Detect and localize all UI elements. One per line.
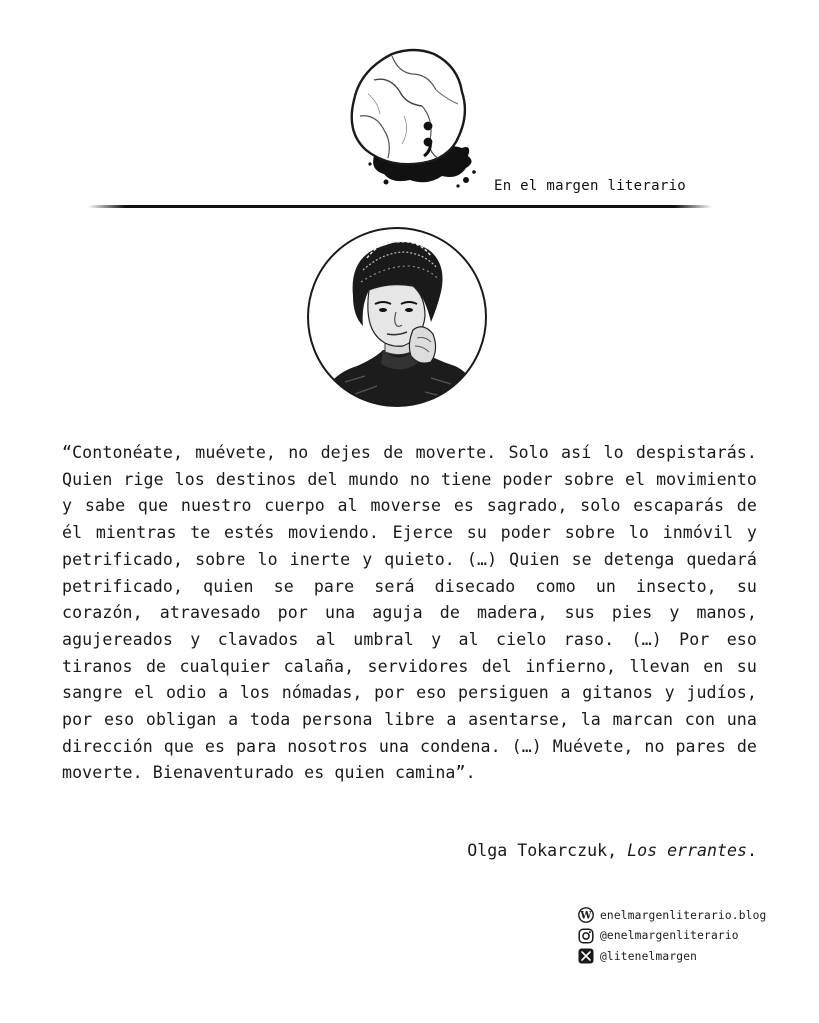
social-links bbox=[578, 905, 766, 967]
brand-name: En el margen literario bbox=[494, 178, 687, 194]
stone-semicolon-icon bbox=[340, 44, 480, 192]
svg-text:W: W bbox=[580, 910, 592, 922]
social-label-instagram: @enelmargenliterario bbox=[600, 929, 739, 942]
social-link-blog[interactable] bbox=[578, 905, 766, 925]
author-name: Olga Tokarczuk, bbox=[467, 841, 618, 860]
work-title: Los errantes bbox=[627, 841, 747, 860]
author-portrait-illustration bbox=[305, 226, 489, 408]
social-label-blog: enelmargenliterario.blog bbox=[600, 908, 767, 922]
quote-attribution bbox=[467, 838, 757, 864]
social-link-x[interactable] bbox=[578, 946, 766, 966]
x-icon bbox=[578, 948, 594, 964]
quote-text: “Contonéate, muévete, no dejes de moverte. Solo así lo despistarás. Quien rige los destinos del mundo no tiene poder sobre el movimiento y sabe que nuestro cuerpo al moverse es sagrado, solo escaparás de él mientras te estés moviendo. Ejerce su poder sobre lo inmóvil y petrificado, sobre lo inerte y quieto. (…) Quien se detenga quedará petrificado, quien se pare será disecado como un insecto, su corazón, atravesado por una aguja de madera, sus pies y manos, agujereados y clavados al umbral y al cielo raso. (…) Por eso tiranos de cualquier calaña, servidores del infierno, llevan en su sangre el odio a los nómadas, por eso persiguen a gitanos y judíos, por eso obligan a toda persona libre a asentarse, la marcan con una dirección que es para nosotros una condena. (…) Muévete, no pares de moverte. Bienaventurado es quien camina”. bbox=[62, 443, 757, 783]
wordpress-icon bbox=[578, 907, 594, 923]
header-divider bbox=[88, 205, 712, 208]
social-label-x: @litenelmargen bbox=[600, 949, 698, 963]
attribution-period: . bbox=[747, 841, 757, 860]
social-link-instagram[interactable] bbox=[578, 926, 766, 946]
instagram-icon bbox=[578, 928, 594, 944]
